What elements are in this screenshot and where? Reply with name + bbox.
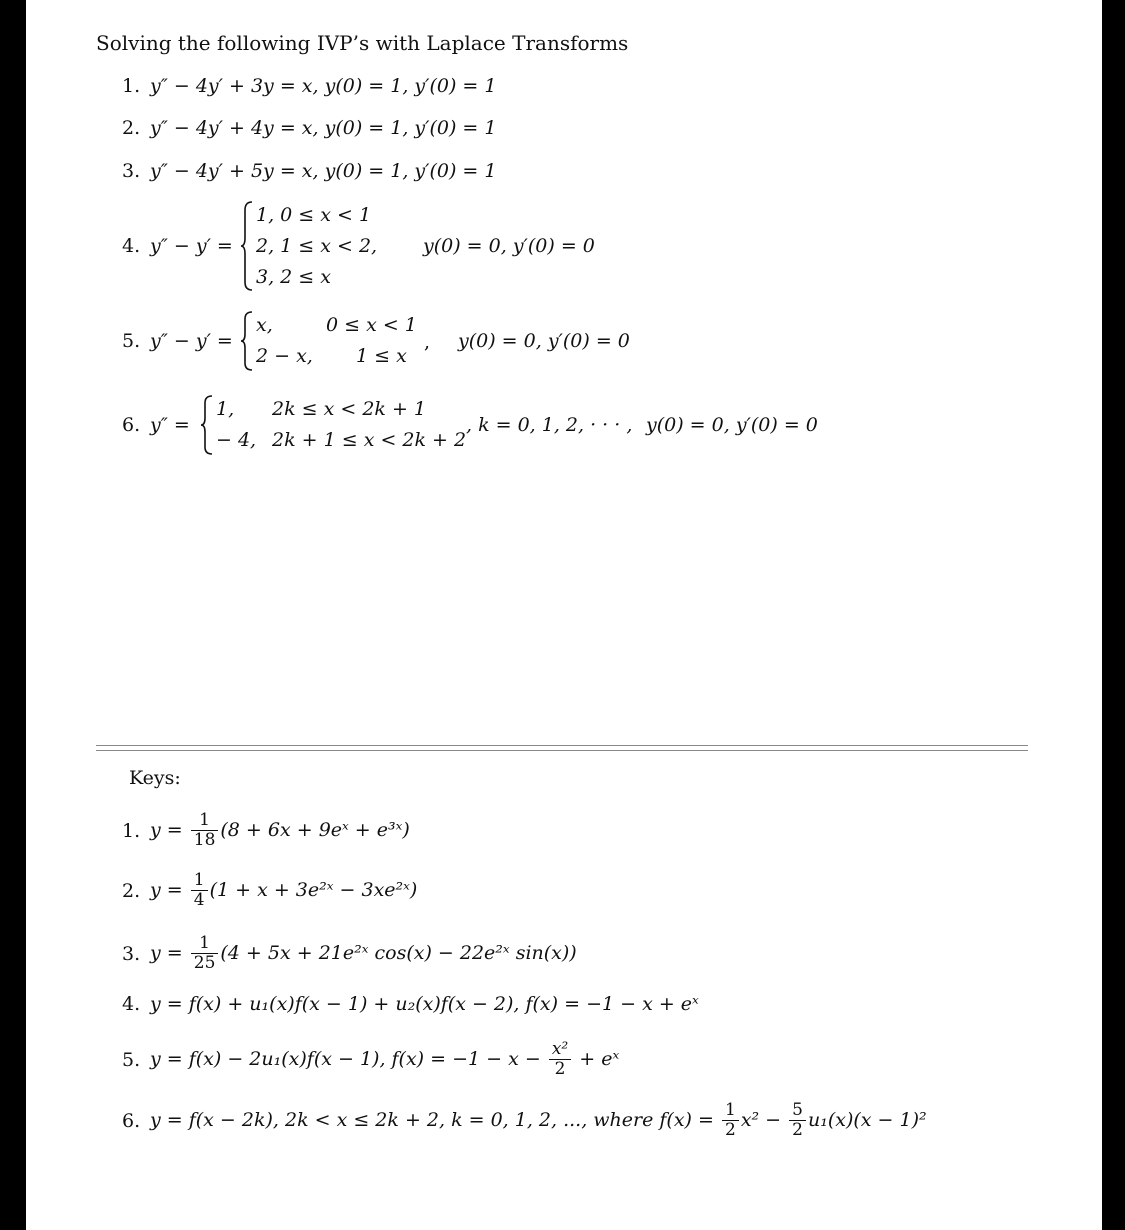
problem-3-equation: y″ − 4y′ + 5y = x, y(0) = 1, y′(0) = 1	[150, 160, 497, 182]
key-6-numerator-2: 5	[789, 1102, 806, 1121]
key-1-fraction	[191, 812, 219, 850]
key-6-prefix: y = f(x − 2k), 2k < x ≤ 2k + 2, k = 0, 1, 2, ..., where f(x) =	[150, 1109, 714, 1131]
divider-line-top	[96, 745, 1028, 746]
key-6-denominator-2: 2	[792, 1120, 803, 1141]
problem-number-1: 1.	[122, 75, 141, 97]
key-3-fraction	[191, 935, 219, 973]
key-3-body: (4 + 5x + 21e²ˣ cos(x) − 22e²ˣ sin(x))	[220, 942, 577, 964]
problem-5-lhs: y″ − y′ =	[150, 330, 233, 352]
problem-5-case-2-range: 1 ≤ x	[356, 345, 407, 367]
key-2-numerator: 1	[191, 872, 208, 891]
problem-6-case-1-range: 2k ≤ x < 2k + 1	[272, 398, 427, 420]
key-6-suffix: u₁(x)(x − 1)²	[807, 1109, 927, 1131]
key-5-denominator: 2	[554, 1059, 566, 1080]
problem-number-5: 5.	[122, 330, 141, 352]
key-1-denominator: 18	[193, 830, 216, 851]
problem-4-initial-conditions: y(0) = 0, y′(0) = 0	[423, 235, 595, 257]
problem-6-k-range: , k = 0, 1, 2, · · · ,	[466, 414, 633, 436]
problem-5-case-1-range: 0 ≤ x < 1	[326, 314, 417, 336]
problem-number-6: 6.	[122, 414, 141, 436]
problem-number-2: 2.	[122, 117, 141, 139]
key-number-2: 2.	[122, 880, 141, 902]
key-number-4: 4.	[122, 993, 141, 1015]
key-1-body: (8 + 6x + 9eˣ + e³ˣ)	[220, 819, 410, 841]
document-page	[26, 0, 1102, 1230]
problem-6-initial-conditions: y(0) = 0, y′(0) = 0	[646, 414, 818, 436]
problem-5-case-1-value: x,	[256, 314, 273, 336]
problem-4-lhs: y″ − y′ =	[150, 235, 233, 257]
key-6-formula	[150, 1097, 927, 1143]
problem-number-4: 4.	[122, 235, 141, 257]
key-2-formula	[150, 867, 417, 913]
key-1-prefix: y =	[150, 819, 183, 841]
key-6-middle: x² −	[740, 1109, 782, 1131]
problem-5-case-2-value: 2 − x,	[256, 345, 313, 367]
problem-4-brace	[240, 200, 254, 292]
key-2-body: (1 + x + 3e²ˣ − 3xe²ˣ)	[209, 879, 418, 901]
key-3-denominator: 25	[193, 953, 216, 974]
keys-heading: Keys:	[129, 767, 181, 789]
problem-5-comma: ,	[424, 331, 431, 353]
problem-6-case-2-value: − 4,	[216, 429, 257, 451]
key-number-1: 1.	[122, 820, 141, 842]
key-3-numerator: 1	[191, 935, 219, 954]
problem-5-initial-conditions: y(0) = 0, y′(0) = 0	[458, 330, 630, 352]
key-4-formula: y = f(x) + u₁(x)f(x − 1) + u₂(x)f(x − 2), f(x) = −1 − x + eˣ	[150, 993, 699, 1015]
key-6-fraction-2	[789, 1102, 806, 1140]
key-1-formula	[150, 807, 410, 853]
key-2-denominator: 4	[193, 890, 205, 911]
key-number-6: 6.	[122, 1110, 141, 1132]
key-2-prefix: y =	[150, 879, 183, 901]
key-5-fraction	[549, 1041, 571, 1079]
problem-number-3: 3.	[122, 160, 141, 182]
key-1-numerator: 1	[191, 812, 219, 831]
key-3-prefix: y =	[150, 942, 183, 964]
problem-6-brace	[200, 394, 214, 456]
problem-5-brace	[240, 310, 254, 372]
problem-6-lhs: y″ =	[150, 414, 190, 436]
problem-1-equation: y″ − 4y′ + 3y = x, y(0) = 1, y′(0) = 1	[150, 75, 497, 97]
problem-4-case-3: 3, 2 ≤ x	[256, 266, 331, 288]
key-2-fraction	[191, 872, 208, 910]
key-5-prefix: y = f(x) − 2u₁(x)f(x − 1), f(x) = −1 − x −	[150, 1048, 541, 1070]
key-5-suffix: + eˣ	[579, 1048, 620, 1070]
key-6-denominator-1: 2	[724, 1120, 736, 1141]
key-number-5: 5.	[122, 1049, 141, 1071]
key-6-fraction-1	[722, 1102, 739, 1140]
key-5-numerator: x²	[549, 1041, 571, 1060]
problem-6-case-2-range: 2k + 1 ≤ x < 2k + 2	[272, 429, 467, 451]
divider-line-bottom	[96, 750, 1028, 751]
problem-4-case-1: 1, 0 ≤ x < 1	[256, 204, 372, 226]
problem-2-equation: y″ − 4y′ + 4y = x, y(0) = 1, y′(0) = 1	[150, 117, 497, 139]
problem-6-case-1-value: 1,	[216, 398, 235, 420]
problem-4-case-2: 2, 1 ≤ x < 2,	[256, 235, 378, 257]
key-6-numerator-1: 1	[722, 1102, 739, 1121]
key-3-formula	[150, 930, 577, 976]
key-number-3: 3.	[122, 943, 141, 965]
key-5-formula	[150, 1036, 619, 1082]
page-title: Solving the following IVP’s with Laplace Transforms	[96, 31, 629, 55]
